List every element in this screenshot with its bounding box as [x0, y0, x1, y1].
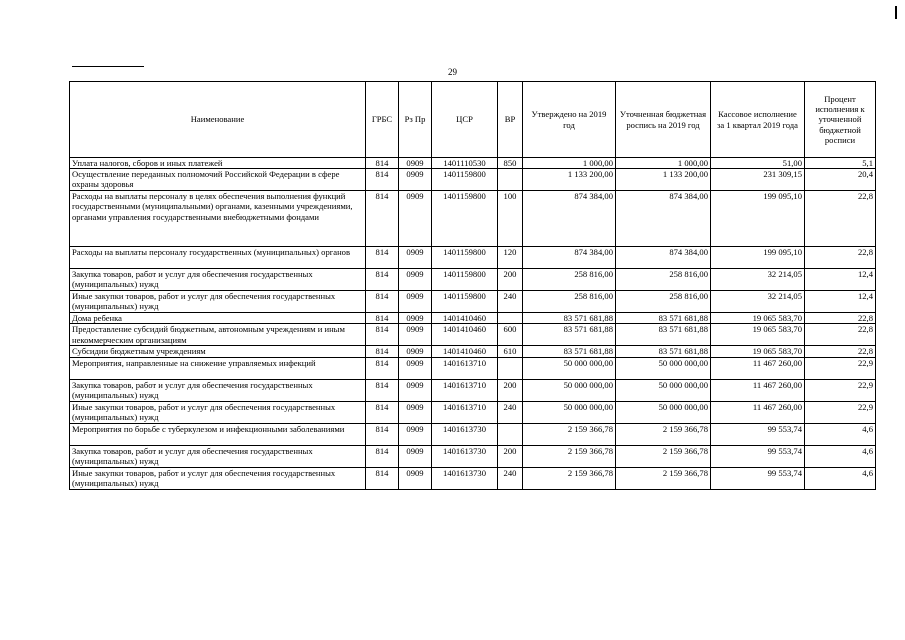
row-grbs: 814 — [366, 269, 399, 291]
row-vr: 100 — [498, 191, 523, 247]
row-approved: 83 571 681,88 — [523, 346, 616, 357]
row-vr — [498, 423, 523, 445]
row-refined: 83 571 681,88 — [616, 346, 711, 357]
row-cash: 32 214,05 — [711, 291, 805, 313]
row-name: Иные закупки товаров, работ и услуг для обеспечения государственных (муниципальных) нужд — [70, 467, 366, 489]
row-rzpr: 0909 — [399, 445, 432, 467]
row-approved: 2 159 366,78 — [523, 423, 616, 445]
row-cash: 231 309,15 — [711, 169, 805, 191]
row-vr: 240 — [498, 401, 523, 423]
row-approved: 50 000 000,00 — [523, 401, 616, 423]
row-approved: 874 384,00 — [523, 247, 616, 269]
row-name: Уплата налогов, сборов и иных платежей — [70, 158, 366, 169]
header-name: Наименование — [70, 82, 366, 158]
row-refined: 83 571 681,88 — [616, 313, 711, 324]
row-csr: 1401159800 — [432, 169, 498, 191]
row-name: Мероприятия, направленные на снижение управляемых инфекций — [70, 357, 366, 379]
row-csr: 1401613730 — [432, 445, 498, 467]
row-vr: 610 — [498, 346, 523, 357]
row-csr: 1401613710 — [432, 379, 498, 401]
row-csr: 1401613730 — [432, 467, 498, 489]
row-vr: 240 — [498, 467, 523, 489]
row-name: Субсидии бюджетным учреждениям — [70, 346, 366, 357]
row-percent: 22,8 — [805, 247, 876, 269]
row-percent: 4,6 — [805, 445, 876, 467]
row-cash: 199 095,10 — [711, 191, 805, 247]
row-approved: 874 384,00 — [523, 191, 616, 247]
row-rzpr: 0909 — [399, 401, 432, 423]
table-row — [70, 357, 876, 379]
row-csr: 1401159800 — [432, 269, 498, 291]
row-rzpr: 0909 — [399, 191, 432, 247]
page-number: 29 — [448, 67, 457, 77]
row-vr: 200 — [498, 379, 523, 401]
row-percent: 22,9 — [805, 357, 876, 379]
row-name: Расходы на выплаты персоналу государственных (муниципальных) органов — [70, 247, 366, 269]
table-row — [70, 467, 876, 489]
row-vr — [498, 169, 523, 191]
row-csr: 1401410460 — [432, 346, 498, 357]
row-rzpr: 0909 — [399, 313, 432, 324]
budget-table — [69, 81, 876, 490]
table-row — [70, 191, 876, 247]
table-row — [70, 291, 876, 313]
row-vr: 120 — [498, 247, 523, 269]
row-rzpr: 0909 — [399, 467, 432, 489]
table-row — [70, 379, 876, 401]
row-percent: 22,8 — [805, 191, 876, 247]
row-rzpr: 0909 — [399, 291, 432, 313]
row-grbs: 814 — [366, 357, 399, 379]
row-approved: 258 816,00 — [523, 291, 616, 313]
row-vr — [498, 357, 523, 379]
row-grbs: 814 — [366, 423, 399, 445]
row-cash: 51,00 — [711, 158, 805, 169]
row-grbs: 814 — [366, 445, 399, 467]
row-grbs: 814 — [366, 247, 399, 269]
row-refined: 2 159 366,78 — [616, 467, 711, 489]
table-row — [70, 445, 876, 467]
header-approved: Утверждено на 2019 год — [523, 82, 616, 158]
table-row — [70, 346, 876, 357]
row-rzpr: 0909 — [399, 169, 432, 191]
row-cash: 11 467 260,00 — [711, 379, 805, 401]
row-vr: 850 — [498, 158, 523, 169]
row-cash: 11 467 260,00 — [711, 401, 805, 423]
row-grbs: 814 — [366, 346, 399, 357]
table-row — [70, 169, 876, 191]
header-cash: Кассовое исполнение за 1 квартал 2019 года — [711, 82, 805, 158]
row-name: Дома ребенка — [70, 313, 366, 324]
header-grbs: ГРБС — [366, 82, 399, 158]
row-name: Расходы на выплаты персоналу в целях обеспечения выполнения функций государственными (муниципальными) органами, казенными учреждениями, органами управления государственными внебюджетными фондами — [70, 191, 366, 247]
row-refined: 2 159 366,78 — [616, 423, 711, 445]
row-approved: 83 571 681,88 — [523, 313, 616, 324]
row-grbs: 814 — [366, 379, 399, 401]
row-percent: 22,8 — [805, 313, 876, 324]
table-row — [70, 247, 876, 269]
row-rzpr: 0909 — [399, 158, 432, 169]
row-percent: 4,6 — [805, 467, 876, 489]
row-rzpr: 0909 — [399, 269, 432, 291]
row-refined: 50 000 000,00 — [616, 401, 711, 423]
row-approved: 2 159 366,78 — [523, 467, 616, 489]
row-approved: 83 571 681,88 — [523, 324, 616, 346]
row-rzpr: 0909 — [399, 324, 432, 346]
row-grbs: 814 — [366, 191, 399, 247]
row-approved: 2 159 366,78 — [523, 445, 616, 467]
row-percent: 22,9 — [805, 379, 876, 401]
row-percent: 4,6 — [805, 423, 876, 445]
row-refined: 1 000,00 — [616, 158, 711, 169]
row-cash: 99 553,74 — [711, 467, 805, 489]
edge-mark — [895, 6, 897, 19]
row-grbs: 814 — [366, 401, 399, 423]
row-grbs: 814 — [366, 467, 399, 489]
row-refined: 258 816,00 — [616, 269, 711, 291]
row-percent: 5,1 — [805, 158, 876, 169]
row-cash: 32 214,05 — [711, 269, 805, 291]
row-name: Закупка товаров, работ и услуг для обеспечения государственных (муниципальных) нужд — [70, 445, 366, 467]
row-refined: 258 816,00 — [616, 291, 711, 313]
row-refined: 2 159 366,78 — [616, 445, 711, 467]
row-csr: 1401410460 — [432, 324, 498, 346]
row-name: Иные закупки товаров, работ и услуг для обеспечения государственных (муниципальных) нужд — [70, 291, 366, 313]
row-vr: 200 — [498, 269, 523, 291]
header-percent: Процент исполнения к уточненной бюджетной росписи — [805, 82, 876, 158]
row-name: Иные закупки товаров, работ и услуг для обеспечения государственных (муниципальных) нужд — [70, 401, 366, 423]
row-refined: 83 571 681,88 — [616, 324, 711, 346]
header-csr: ЦСР — [432, 82, 498, 158]
row-cash: 99 553,74 — [711, 445, 805, 467]
row-rzpr: 0909 — [399, 346, 432, 357]
row-cash: 19 065 583,70 — [711, 324, 805, 346]
row-grbs: 814 — [366, 324, 399, 346]
row-percent: 22,8 — [805, 346, 876, 357]
row-percent: 12,4 — [805, 269, 876, 291]
row-csr: 1401110530 — [432, 158, 498, 169]
table-row — [70, 269, 876, 291]
row-grbs: 814 — [366, 291, 399, 313]
row-name: Закупка товаров, работ и услуг для обеспечения государственных (муниципальных) нужд — [70, 379, 366, 401]
row-percent: 12,4 — [805, 291, 876, 313]
row-approved: 1 133 200,00 — [523, 169, 616, 191]
row-vr — [498, 313, 523, 324]
table-row — [70, 158, 876, 169]
table-row — [70, 313, 876, 324]
row-percent: 22,8 — [805, 324, 876, 346]
row-csr: 1401613710 — [432, 357, 498, 379]
row-rzpr: 0909 — [399, 379, 432, 401]
row-rzpr: 0909 — [399, 423, 432, 445]
row-csr: 1401613710 — [432, 401, 498, 423]
row-refined: 50 000 000,00 — [616, 379, 711, 401]
row-grbs: 814 — [366, 158, 399, 169]
row-grbs: 814 — [366, 169, 399, 191]
row-refined: 1 133 200,00 — [616, 169, 711, 191]
row-vr: 200 — [498, 445, 523, 467]
row-name: Предоставление субсидий бюджетным, автономным учреждениям и иным некоммерческим организациям — [70, 324, 366, 346]
row-csr: 1401159800 — [432, 291, 498, 313]
row-approved: 50 000 000,00 — [523, 357, 616, 379]
table-header-row — [70, 82, 876, 158]
table-row — [70, 423, 876, 445]
row-refined: 874 384,00 — [616, 247, 711, 269]
row-grbs: 814 — [366, 313, 399, 324]
row-rzpr: 0909 — [399, 357, 432, 379]
row-approved: 1 000,00 — [523, 158, 616, 169]
row-percent: 20,4 — [805, 169, 876, 191]
row-name: Мероприятия по борьбе с туберкулезом и инфекционными заболеваниями — [70, 423, 366, 445]
row-csr: 1401410460 — [432, 313, 498, 324]
row-refined: 874 384,00 — [616, 191, 711, 247]
row-csr: 1401159800 — [432, 191, 498, 247]
row-rzpr: 0909 — [399, 247, 432, 269]
row-cash: 11 467 260,00 — [711, 357, 805, 379]
table-row — [70, 324, 876, 346]
row-csr: 1401159800 — [432, 247, 498, 269]
header-vr: ВР — [498, 82, 523, 158]
row-percent: 22,9 — [805, 401, 876, 423]
row-cash: 199 095,10 — [711, 247, 805, 269]
header-refined: Уточненная бюджетная роспись на 2019 год — [616, 82, 711, 158]
row-cash: 99 553,74 — [711, 423, 805, 445]
row-cash: 19 065 583,70 — [711, 313, 805, 324]
table-row — [70, 401, 876, 423]
header-rzpr: Рз Пр — [399, 82, 432, 158]
row-name: Осуществление переданных полномочий Российской Федерации в сфере охраны здоровья — [70, 169, 366, 191]
row-vr: 240 — [498, 291, 523, 313]
row-approved: 258 816,00 — [523, 269, 616, 291]
row-refined: 50 000 000,00 — [616, 357, 711, 379]
row-cash: 19 065 583,70 — [711, 346, 805, 357]
row-vr: 600 — [498, 324, 523, 346]
row-name: Закупка товаров, работ и услуг для обеспечения государственных (муниципальных) нужд — [70, 269, 366, 291]
row-approved: 50 000 000,00 — [523, 379, 616, 401]
row-csr: 1401613730 — [432, 423, 498, 445]
